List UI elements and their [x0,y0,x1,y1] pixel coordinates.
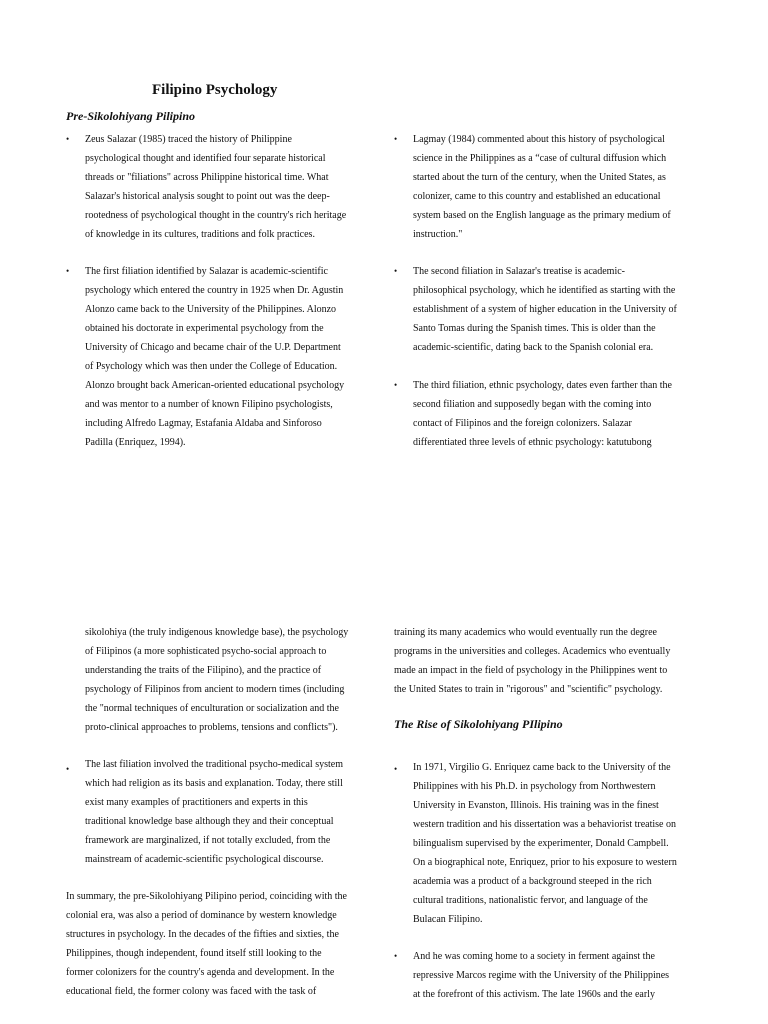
paragraph-ethnic-levels-continued: sikolohiya (the truly indigenous knowledge base), the psychology of Filipinos (a more sophisticated psycho-social approach to understanding the traits of the Filipino), and the practice of psychology of Filipinos from ancient to modern times (including the "normal techniques of enculturation or socialization and the proto-clinical approaches to problems, tensions and conflicts"). [85,627,349,733]
paragraph-enriquez-return: In 1971, Virgilio G. Enriquez came back to the University of the Philippines with his Ph.D. in psychology from Northwestern University in Evanston, Illinois. His training was in the finest western tradition and his dissertation was a behaviorist treatise on bilingualism supervised by the experimenter, Donald Campbell. On a biographical note, Enriquez, prior to his exposure to western academia was a product of a background steeped in the rich cultural traditions, nationalistic fervor, and language of the Bulacan Filipino. [413,762,677,925]
paragraph-third-filiation: The third filiation, ethnic psychology, dates even farther than the second filiation and supposedly began with the coming into contact of Filipinos and the foreign colonizers. Salazar differentiated three levels of ethnic psychology: katutubong [413,380,672,448]
paragraph-salazar-history: Zeus Salazar (1985) traced the history of Philippine psychological thought and identified four separate historical threads or "filiations" across Philippine historical time. What Salazar's historical analysis sought to point out was the deep- rootedness of psychological thought in the country's rich heritage of knowledge in its cultures, traditions and folk practices. [85,134,347,240]
bullet-marker: • [66,764,70,774]
bullet-marker: • [394,134,398,144]
bullet-marker: • [394,951,398,961]
section-heading-rise-of-sikolohiyang: The Rise of Sikolohiyang PIlipino [394,717,563,731]
bullet-marker: • [66,266,70,276]
paragraph-second-filiation: The second filiation in Salazar's treatise is academic- philosophical psychology, which he identified as starting with the establishment of a system of higher education in the University of Santo Tomas during the Spanish times. This is older than the academic-scientific, dating back to the Spanish colonial era. [413,266,677,353]
bullet-marker: • [394,380,398,390]
section-heading-pre-sikolohiyang: Pre-Sikolohiyang Pilipino [66,109,196,123]
paragraph-summary: In summary, the pre-Sikolohiyang Pilipino period, coinciding with the colonial era, was also a period of dominance by western knowledge structures in psychology. In the decades of the fifties and sixties, the Philippines, though independent, found itself still looking to the former colonizers for the country's agenda and development. In the educational field, the former colony was faced with the task of [66,891,347,997]
paragraph-first-filiation: The first filiation identified by Salazar is academic-scientific psychology which entered the country in 1925 when Dr. Agustin Alonzo came back to the University of the Philippines. Alonzo obtained his doctorate in experimental psychology from the University of Chicago and became chair of the U.P. Department of Psychology which was then under the College of Education. Alonzo brought back American-oriented educational psychology and was mentor to a number of known Filipino psychologists, including Alfredo Lagmay, Estafania Aldaba and Sinforoso Padilla (Enriquez, 1994). [85,266,345,448]
bullet-marker: • [66,134,70,144]
paragraph-society-ferment: And he was coming home to a society in ferment against the repressive Marcos regime with the University of the Philippines at the forefront of this activism. The late 1960s and the early [413,951,670,1000]
page-title: Filipino Psychology [152,82,278,98]
paragraph-last-filiation: The last filiation involved the traditional psycho-medical system which had religion as its basis and explanation. Today, there still exist many examples of practitioners and experts in this traditional knowledge base although they and their conceptual framework are marginalized, if not totally excluded, from the mainstream of academic-scientific psychological discourse. [85,759,343,865]
paragraph-training-continued: training its many academics who would eventually run the degree programs in the universities and colleges. Academics who eventually made an impact in the field of psychology in the Philippines went to the United States to train in "rigorous" and "scientific" psychology. [394,627,671,695]
bullet-marker: • [394,266,398,276]
paragraph-lagmay-comment: Lagmay (1984) commented about this history of psychological science in the Philippines as a “case of cultural diffusion which started about the turn of the century, when the United States, as colonizer, came to this country and established an educational system based on the English language as the primary medium of instruction." [413,134,671,240]
bullet-marker: • [394,764,398,774]
